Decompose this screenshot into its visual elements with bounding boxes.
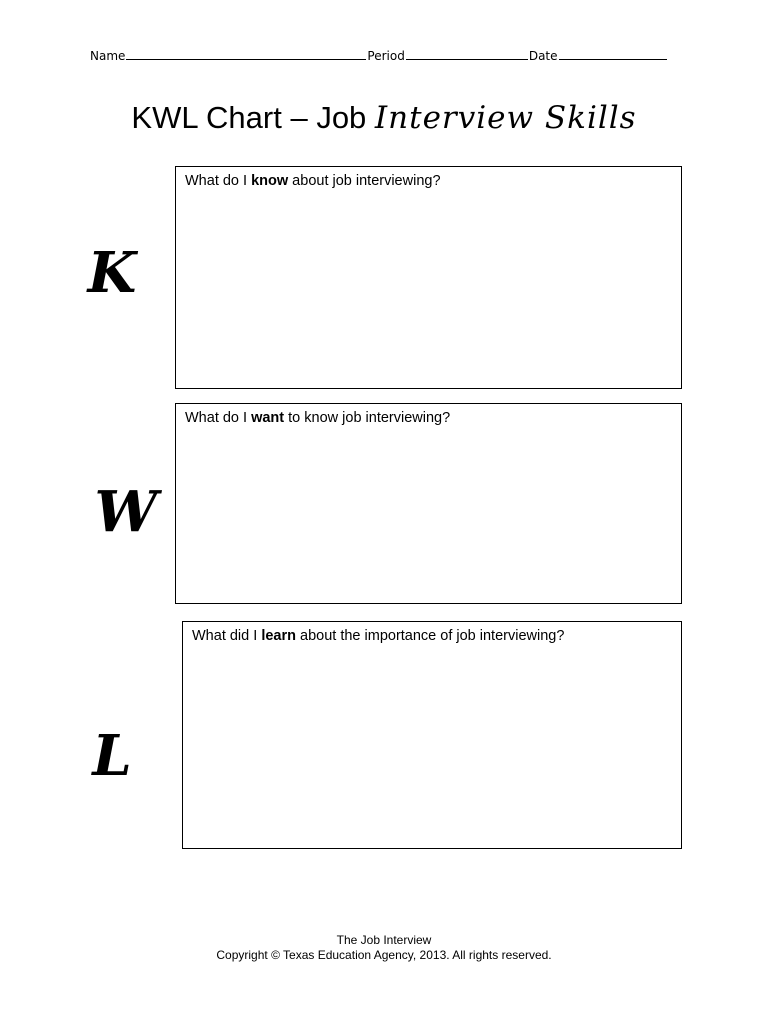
learn-prompt-bold: learn [261, 628, 296, 644]
period-label: Period [367, 49, 405, 63]
learn-prompt-before: What did I [192, 628, 262, 644]
letter-w: W [94, 479, 158, 545]
letter-k: K [87, 240, 137, 306]
want-prompt-before: What do I [185, 410, 252, 426]
know-prompt-after: about job interviewing? [288, 173, 441, 189]
learn-prompt-after: about the importance of job interviewing? [295, 628, 565, 644]
page-title [0, 100, 768, 136]
know-prompt [185, 173, 441, 189]
footer [0, 933, 768, 963]
footer-copyright: Copyright © Texas Education Agency, 2013. All rights reserved. [216, 948, 552, 962]
want-box[interactable] [175, 403, 682, 604]
name-blank[interactable] [126, 47, 366, 60]
want-prompt [185, 410, 450, 426]
student-info-line [90, 47, 668, 63]
learn-box[interactable] [182, 621, 682, 849]
letter-l: L [92, 723, 132, 789]
know-prompt-bold: know [251, 173, 289, 189]
know-prompt-before: What do I [185, 173, 252, 189]
date-blank[interactable] [559, 47, 667, 60]
want-prompt-bold: want [251, 410, 285, 426]
title-plain: KWL Chart – Job [131, 100, 375, 135]
want-prompt-after: to know job interviewing? [284, 410, 451, 426]
date-label: Date [528, 49, 558, 63]
learn-prompt [192, 628, 564, 644]
name-label: Name [90, 49, 126, 63]
footer-title: The Job Interview [336, 933, 432, 947]
know-box[interactable] [175, 166, 682, 389]
period-blank[interactable] [406, 47, 528, 60]
title-fancy: Interview Skills [374, 100, 637, 136]
